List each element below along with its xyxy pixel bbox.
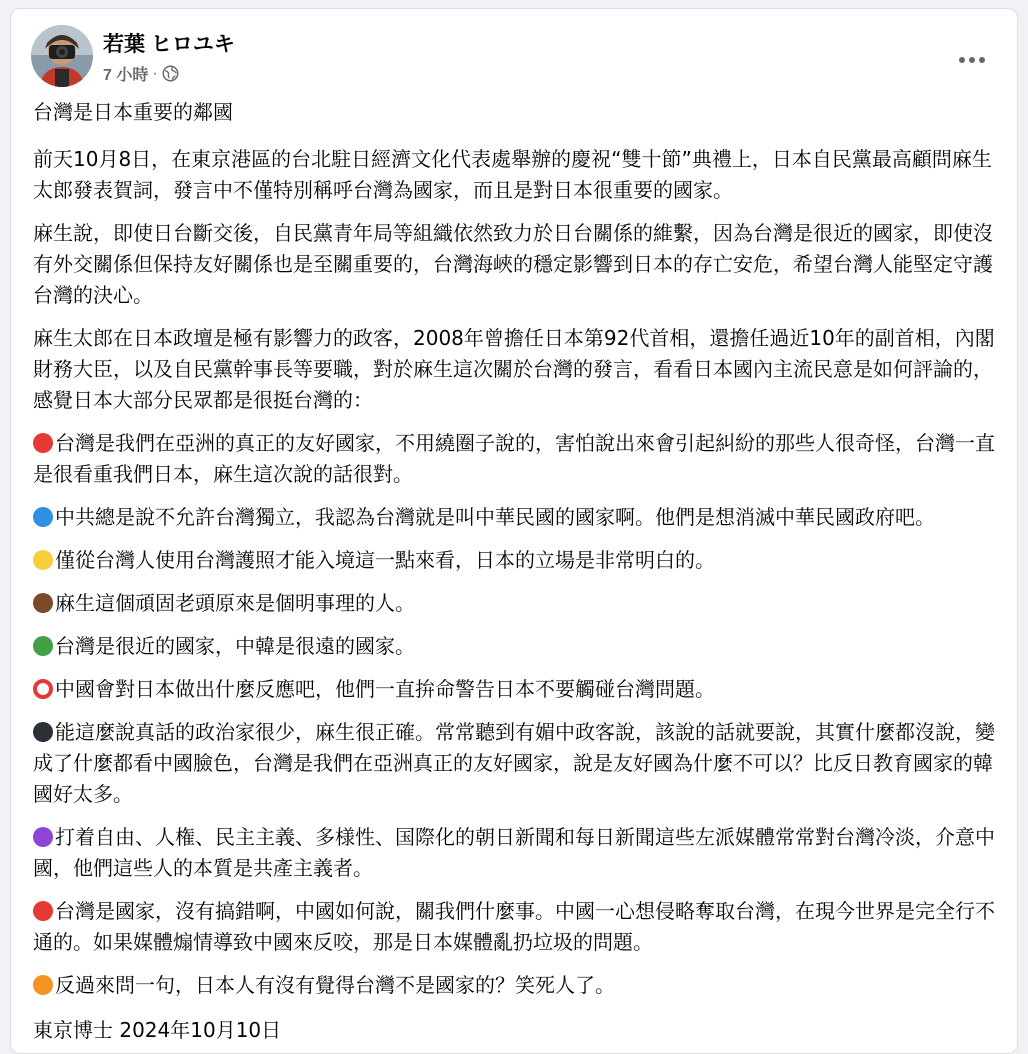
post-card xyxy=(10,8,1018,1054)
comment-quote xyxy=(33,588,995,619)
post-paragraph-3: 麻生太郎在日本政壇是極有影響力的政客，2008年曾擔任日本第92代首相，還擔任過近10年的副首相，內閣財務大臣，以及自民黨幹事長等要職，對於麻生這次關於台灣的發言，看看日本國內主流民意是如何評論的，感覺日本大部分民眾都是很挺台灣的： xyxy=(33,326,995,412)
post-paragraph-2: 麻生說，即使日台斷交後，自民黨青年局等組織依然致力於日台關係的維繫，因為台灣是很近的國家，即使沒有外交關係但保持友好關係也是至關重要的，台灣海峽的穩定影響到日本的存亡安危，希望台灣人能堅定守護台灣的決心。 xyxy=(33,221,993,307)
comment-quote xyxy=(33,428,995,490)
comment-quote xyxy=(33,502,995,533)
comment-text: 台灣是很近的國家，中韓是很遠的國家。 xyxy=(55,634,415,658)
yellow-circle-icon xyxy=(33,550,53,570)
blue-circle-icon xyxy=(33,507,53,527)
meta-separator: · xyxy=(152,64,158,82)
comment-text: 台灣是我們在亞洲的真正的友好國家，不用繞圈子說的，害怕說出來會引起糾紛的那些人很奇怪，台灣一直是很看重我們日本，麻生這次說的話很對。 xyxy=(33,431,995,486)
red-circle-icon xyxy=(33,433,53,453)
brown-circle-icon xyxy=(33,593,53,613)
post-timestamp[interactable]: 7 小時 xyxy=(103,67,149,84)
more-options-button[interactable] xyxy=(955,49,989,71)
post-signature: 東京博士 2024年10月10日 xyxy=(33,1018,282,1042)
comment-quote xyxy=(33,717,995,810)
comment-text: 能這麼說真話的政治家很少，麻生很正確。常常聽到有媚中政客說，該說的話就要說，其實什麼都沒說，變成了什麼都看中國臉色，台灣是我們在亞洲真正的友好國家，說是友好國為什麼不可以？比反日教育國家的韓國好太多。 xyxy=(33,720,995,806)
hollow-red-circle-icon xyxy=(33,679,53,699)
comment-text: 打着自由、人権、民主主義、多様性、国際化的朝日新聞和每日新聞這些左派媒體常常對台灣冷淡，介意中國，他們這些人的本質是共產主義者。 xyxy=(33,825,995,880)
post-header xyxy=(31,25,1001,89)
comment-text: 中共總是說不允許台灣獨立，我認為台灣就是叫中華民國的國家啊。他們是想消滅中華民國政府吧。 xyxy=(55,505,935,529)
comment-text: 中國會對日本做出什麼反應吧，他們一直拚命警告日本不要觸碰台灣問題。 xyxy=(55,677,715,701)
comment-text: 麻生這個頑固老頭原來是個明事理的人。 xyxy=(55,591,415,615)
comment-quote xyxy=(33,970,995,1001)
more-options-icon xyxy=(958,56,986,64)
comment-quote xyxy=(33,545,995,576)
red-circle-icon xyxy=(33,901,53,921)
comment-quote xyxy=(33,674,995,705)
author-name[interactable]: 若葉 ヒロユキ xyxy=(103,33,235,56)
comment-text: 台灣是國家，沒有搞錯啊，中國如何說，關我們什麼事。中國一心想侵略奪取台灣，在現今世界是完全行不通的。如果媒體煽情導致中國來反咬，那是日本媒體亂扔垃圾的問題。 xyxy=(33,899,995,954)
avatar[interactable] xyxy=(31,25,93,87)
comment-quote xyxy=(33,822,995,884)
post-paragraph-1: 前天10月8日，在東京港區的台北駐日經濟文化代表處舉辦的慶祝“雙十節”典禮上，日本自民黨最高顧問麻生太郎發表賀詞，發言中不僅特別稱呼台灣為國家，而且是對日本很重要的國家。 xyxy=(33,147,992,202)
post-meta xyxy=(103,62,179,85)
globe-icon[interactable] xyxy=(162,65,179,82)
orange-circle-icon xyxy=(33,975,53,995)
comment-quote xyxy=(33,896,995,958)
comment-text: 反過來問一句，日本人有沒有覺得台灣不是國家的？笑死人了。 xyxy=(55,973,615,997)
purple-circle-icon xyxy=(33,827,53,847)
post-headline: 台灣是日本重要的鄰國 xyxy=(33,100,233,124)
post-body xyxy=(33,97,995,1054)
black-circle-icon xyxy=(33,722,53,742)
comment-quote xyxy=(33,631,995,662)
comment-text: 僅從台灣人使用台灣護照才能入境這一點來看，日本的立場是非常明白的。 xyxy=(55,548,715,572)
green-circle-icon xyxy=(33,636,53,656)
